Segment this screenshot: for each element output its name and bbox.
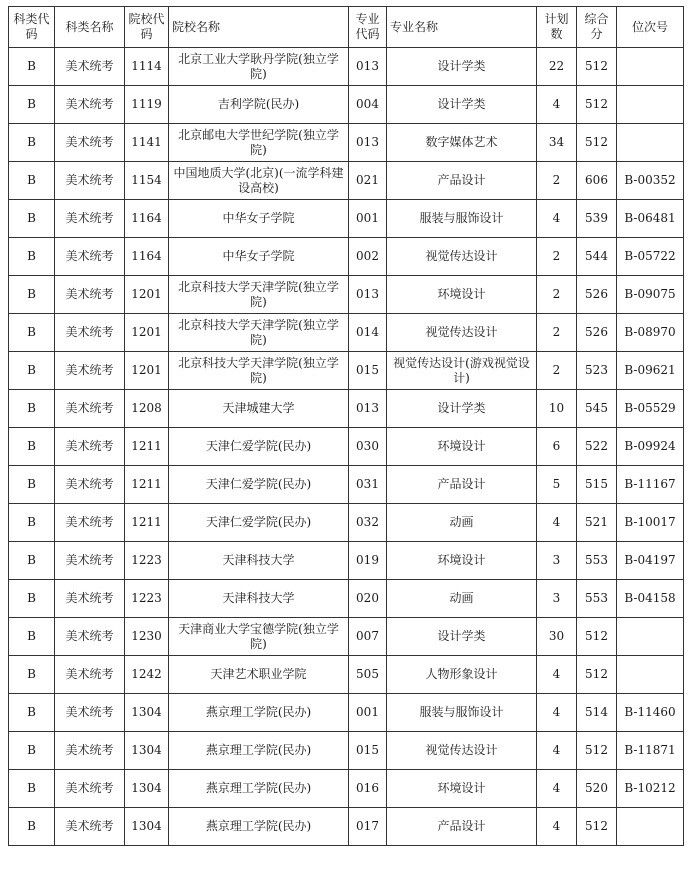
cell-major-code: 021 — [349, 162, 387, 200]
cell-category-name: 美术统考 — [55, 428, 125, 466]
cell-category-name: 美术统考 — [55, 162, 125, 200]
cell-major-name: 环境设计 — [387, 542, 537, 580]
cell-plan-count: 4 — [537, 504, 577, 542]
cell-school-name: 吉利学院(民办) — [169, 86, 349, 124]
cell-major-code: 013 — [349, 390, 387, 428]
cell-total-score: 522 — [577, 428, 617, 466]
cell-major-code: 031 — [349, 466, 387, 504]
cell-major-code: 002 — [349, 238, 387, 276]
cell-plan-count: 22 — [537, 48, 577, 86]
header-major-code: 专业代码 — [349, 7, 387, 48]
cell-major-code: 004 — [349, 86, 387, 124]
cell-rank: B-09621 — [617, 352, 684, 390]
cell-school-name: 燕京理工学院(民办) — [169, 770, 349, 808]
cell-category-code: B — [9, 542, 55, 580]
cell-school-code: 1201 — [125, 276, 169, 314]
table-row — [9, 770, 684, 808]
cell-plan-count: 4 — [537, 86, 577, 124]
cell-school-code: 1304 — [125, 694, 169, 732]
cell-plan-count: 5 — [537, 466, 577, 504]
cell-major-code: 013 — [349, 124, 387, 162]
cell-category-name: 美术统考 — [55, 314, 125, 352]
cell-total-score: 606 — [577, 162, 617, 200]
cell-rank — [617, 48, 684, 86]
cell-school-code: 1201 — [125, 314, 169, 352]
cell-school-name: 北京邮电大学世纪学院(独立学院) — [169, 124, 349, 162]
cell-plan-count: 3 — [537, 580, 577, 618]
cell-school-name: 中华女子学院 — [169, 238, 349, 276]
table-row — [9, 428, 684, 466]
cell-total-score: 526 — [577, 314, 617, 352]
cell-major-name: 设计学类 — [387, 618, 537, 656]
header-total-score: 综合分 — [577, 7, 617, 48]
cell-school-code: 1211 — [125, 466, 169, 504]
cell-category-name: 美术统考 — [55, 504, 125, 542]
header-plan-count: 计划数 — [537, 7, 577, 48]
table-row — [9, 694, 684, 732]
cell-school-code: 1154 — [125, 162, 169, 200]
cell-category-code: B — [9, 428, 55, 466]
admissions-table — [8, 6, 684, 846]
cell-total-score: 544 — [577, 238, 617, 276]
cell-total-score: 512 — [577, 656, 617, 694]
cell-major-name: 动画 — [387, 504, 537, 542]
cell-school-name: 天津科技大学 — [169, 580, 349, 618]
cell-rank: B-11167 — [617, 466, 684, 504]
cell-major-name: 服装与服饰设计 — [387, 694, 537, 732]
cell-category-name: 美术统考 — [55, 352, 125, 390]
cell-total-score: 526 — [577, 276, 617, 314]
cell-category-code: B — [9, 808, 55, 846]
table-row — [9, 276, 684, 314]
cell-major-code: 013 — [349, 276, 387, 314]
cell-major-code: 505 — [349, 656, 387, 694]
table-row — [9, 808, 684, 846]
cell-category-name: 美术统考 — [55, 694, 125, 732]
cell-total-score: 512 — [577, 86, 617, 124]
cell-plan-count: 2 — [537, 352, 577, 390]
cell-category-name: 美术统考 — [55, 200, 125, 238]
cell-plan-count: 4 — [537, 656, 577, 694]
cell-major-name: 视觉传达设计 — [387, 314, 537, 352]
table-row — [9, 86, 684, 124]
cell-school-name: 燕京理工学院(民办) — [169, 732, 349, 770]
cell-category-code: B — [9, 732, 55, 770]
cell-category-code: B — [9, 276, 55, 314]
cell-category-name: 美术统考 — [55, 580, 125, 618]
cell-major-code: 017 — [349, 808, 387, 846]
cell-rank: B-04197 — [617, 542, 684, 580]
cell-total-score: 523 — [577, 352, 617, 390]
cell-category-name: 美术统考 — [55, 770, 125, 808]
cell-total-score: 521 — [577, 504, 617, 542]
table-row — [9, 580, 684, 618]
cell-school-code: 1211 — [125, 428, 169, 466]
cell-school-code: 1114 — [125, 48, 169, 86]
cell-rank: B-06481 — [617, 200, 684, 238]
cell-category-code: B — [9, 694, 55, 732]
cell-rank: B-04158 — [617, 580, 684, 618]
cell-major-code: 001 — [349, 200, 387, 238]
cell-major-name: 产品设计 — [387, 162, 537, 200]
cell-rank: B-05722 — [617, 238, 684, 276]
table-row — [9, 162, 684, 200]
cell-school-code: 1164 — [125, 238, 169, 276]
cell-rank: B-11871 — [617, 732, 684, 770]
table-row — [9, 390, 684, 428]
cell-plan-count: 34 — [537, 124, 577, 162]
cell-school-name: 北京科技大学天津学院(独立学院) — [169, 314, 349, 352]
cell-rank: B-00352 — [617, 162, 684, 200]
cell-rank — [617, 86, 684, 124]
cell-category-name: 美术统考 — [55, 124, 125, 162]
cell-plan-count: 2 — [537, 276, 577, 314]
cell-category-code: B — [9, 86, 55, 124]
cell-rank — [617, 124, 684, 162]
cell-major-code: 020 — [349, 580, 387, 618]
cell-total-score: 512 — [577, 808, 617, 846]
cell-major-name: 视觉传达设计(游戏视觉设计) — [387, 352, 537, 390]
cell-total-score: 512 — [577, 618, 617, 656]
cell-category-code: B — [9, 238, 55, 276]
cell-school-code: 1230 — [125, 618, 169, 656]
cell-major-code: 013 — [349, 48, 387, 86]
cell-major-code: 015 — [349, 732, 387, 770]
cell-plan-count: 3 — [537, 542, 577, 580]
cell-school-code: 1211 — [125, 504, 169, 542]
cell-rank: B-10017 — [617, 504, 684, 542]
cell-category-name: 美术统考 — [55, 656, 125, 694]
table-row — [9, 542, 684, 580]
table-row — [9, 238, 684, 276]
header-row — [9, 7, 684, 48]
cell-major-code: 030 — [349, 428, 387, 466]
cell-plan-count: 4 — [537, 200, 577, 238]
cell-plan-count: 4 — [537, 694, 577, 732]
cell-rank: B-09075 — [617, 276, 684, 314]
table-row — [9, 200, 684, 238]
cell-major-name: 环境设计 — [387, 428, 537, 466]
cell-category-code: B — [9, 656, 55, 694]
cell-total-score: 514 — [577, 694, 617, 732]
table-row — [9, 124, 684, 162]
cell-category-name: 美术统考 — [55, 732, 125, 770]
header-major-name: 专业名称 — [387, 7, 537, 48]
cell-major-name: 服装与服饰设计 — [387, 200, 537, 238]
cell-school-name: 北京科技大学天津学院(独立学院) — [169, 352, 349, 390]
cell-category-name: 美术统考 — [55, 618, 125, 656]
cell-school-code: 1201 — [125, 352, 169, 390]
cell-category-code: B — [9, 618, 55, 656]
table-row — [9, 314, 684, 352]
cell-category-name: 美术统考 — [55, 390, 125, 428]
cell-rank: B-10212 — [617, 770, 684, 808]
cell-plan-count: 10 — [537, 390, 577, 428]
cell-school-code: 1141 — [125, 124, 169, 162]
cell-category-code: B — [9, 200, 55, 238]
header-school-name: 院校名称 — [169, 7, 349, 48]
cell-category-code: B — [9, 390, 55, 428]
cell-total-score: 539 — [577, 200, 617, 238]
cell-major-name: 设计学类 — [387, 390, 537, 428]
cell-school-name: 天津仁爱学院(民办) — [169, 466, 349, 504]
cell-rank — [617, 656, 684, 694]
cell-major-name: 环境设计 — [387, 770, 537, 808]
cell-plan-count: 6 — [537, 428, 577, 466]
header-category-code: 科类代码 — [9, 7, 55, 48]
cell-category-name: 美术统考 — [55, 238, 125, 276]
table-row — [9, 504, 684, 542]
cell-category-code: B — [9, 162, 55, 200]
cell-rank — [617, 808, 684, 846]
cell-school-name: 天津科技大学 — [169, 542, 349, 580]
cell-major-name: 产品设计 — [387, 808, 537, 846]
cell-category-name: 美术统考 — [55, 48, 125, 86]
cell-school-name: 燕京理工学院(民办) — [169, 694, 349, 732]
cell-total-score: 545 — [577, 390, 617, 428]
cell-plan-count: 4 — [537, 770, 577, 808]
cell-school-code: 1304 — [125, 732, 169, 770]
cell-school-name: 北京工业大学耿丹学院(独立学院) — [169, 48, 349, 86]
cell-school-code: 1304 — [125, 808, 169, 846]
cell-major-code: 007 — [349, 618, 387, 656]
cell-rank: B-05529 — [617, 390, 684, 428]
cell-school-code: 1223 — [125, 542, 169, 580]
cell-school-name: 天津仁爱学院(民办) — [169, 428, 349, 466]
header-category-name: 科类名称 — [55, 7, 125, 48]
cell-school-code: 1242 — [125, 656, 169, 694]
cell-category-code: B — [9, 770, 55, 808]
cell-plan-count: 2 — [537, 314, 577, 352]
header-rank: 位次号 — [617, 7, 684, 48]
cell-category-name: 美术统考 — [55, 808, 125, 846]
cell-rank — [617, 618, 684, 656]
cell-school-name: 天津城建大学 — [169, 390, 349, 428]
cell-major-code: 015 — [349, 352, 387, 390]
cell-school-code: 1164 — [125, 200, 169, 238]
cell-major-code: 014 — [349, 314, 387, 352]
cell-plan-count: 2 — [537, 162, 577, 200]
cell-category-name: 美术统考 — [55, 86, 125, 124]
cell-major-name: 产品设计 — [387, 466, 537, 504]
cell-category-code: B — [9, 48, 55, 86]
cell-category-code: B — [9, 314, 55, 352]
cell-major-name: 人物形象设计 — [387, 656, 537, 694]
cell-school-name: 中华女子学院 — [169, 200, 349, 238]
cell-school-code: 1223 — [125, 580, 169, 618]
cell-rank: B-11460 — [617, 694, 684, 732]
cell-plan-count: 4 — [537, 732, 577, 770]
cell-rank: B-09924 — [617, 428, 684, 466]
cell-school-name: 北京科技大学天津学院(独立学院) — [169, 276, 349, 314]
cell-major-name: 数字媒体艺术 — [387, 124, 537, 162]
table-row — [9, 732, 684, 770]
cell-school-name: 天津艺术职业学院 — [169, 656, 349, 694]
cell-school-code: 1119 — [125, 86, 169, 124]
cell-total-score: 520 — [577, 770, 617, 808]
cell-category-code: B — [9, 124, 55, 162]
cell-total-score: 512 — [577, 124, 617, 162]
cell-major-name: 动画 — [387, 580, 537, 618]
header-school-code: 院校代码 — [125, 7, 169, 48]
cell-major-code: 016 — [349, 770, 387, 808]
cell-category-code: B — [9, 466, 55, 504]
cell-total-score: 512 — [577, 48, 617, 86]
cell-total-score: 512 — [577, 732, 617, 770]
cell-school-name: 天津商业大学宝德学院(独立学院) — [169, 618, 349, 656]
table-body — [9, 48, 684, 846]
cell-plan-count: 30 — [537, 618, 577, 656]
cell-category-name: 美术统考 — [55, 466, 125, 504]
cell-major-code: 019 — [349, 542, 387, 580]
cell-school-name: 燕京理工学院(民办) — [169, 808, 349, 846]
cell-plan-count: 4 — [537, 808, 577, 846]
table-row — [9, 48, 684, 86]
cell-total-score: 515 — [577, 466, 617, 504]
cell-category-code: B — [9, 580, 55, 618]
cell-total-score: 553 — [577, 580, 617, 618]
cell-school-name: 天津仁爱学院(民办) — [169, 504, 349, 542]
cell-category-code: B — [9, 504, 55, 542]
cell-school-code: 1208 — [125, 390, 169, 428]
cell-category-name: 美术统考 — [55, 276, 125, 314]
cell-school-code: 1304 — [125, 770, 169, 808]
cell-major-name: 设计学类 — [387, 86, 537, 124]
cell-rank: B-08970 — [617, 314, 684, 352]
table-row — [9, 656, 684, 694]
cell-category-name: 美术统考 — [55, 542, 125, 580]
table-row — [9, 618, 684, 656]
cell-major-name: 视觉传达设计 — [387, 732, 537, 770]
cell-major-name: 设计学类 — [387, 48, 537, 86]
table-row — [9, 352, 684, 390]
cell-category-code: B — [9, 352, 55, 390]
cell-major-name: 环境设计 — [387, 276, 537, 314]
cell-plan-count: 2 — [537, 238, 577, 276]
cell-total-score: 553 — [577, 542, 617, 580]
cell-major-code: 032 — [349, 504, 387, 542]
table-row — [9, 466, 684, 504]
cell-major-name: 视觉传达设计 — [387, 238, 537, 276]
cell-major-code: 001 — [349, 694, 387, 732]
cell-school-name: 中国地质大学(北京)(一流学科建设高校) — [169, 162, 349, 200]
